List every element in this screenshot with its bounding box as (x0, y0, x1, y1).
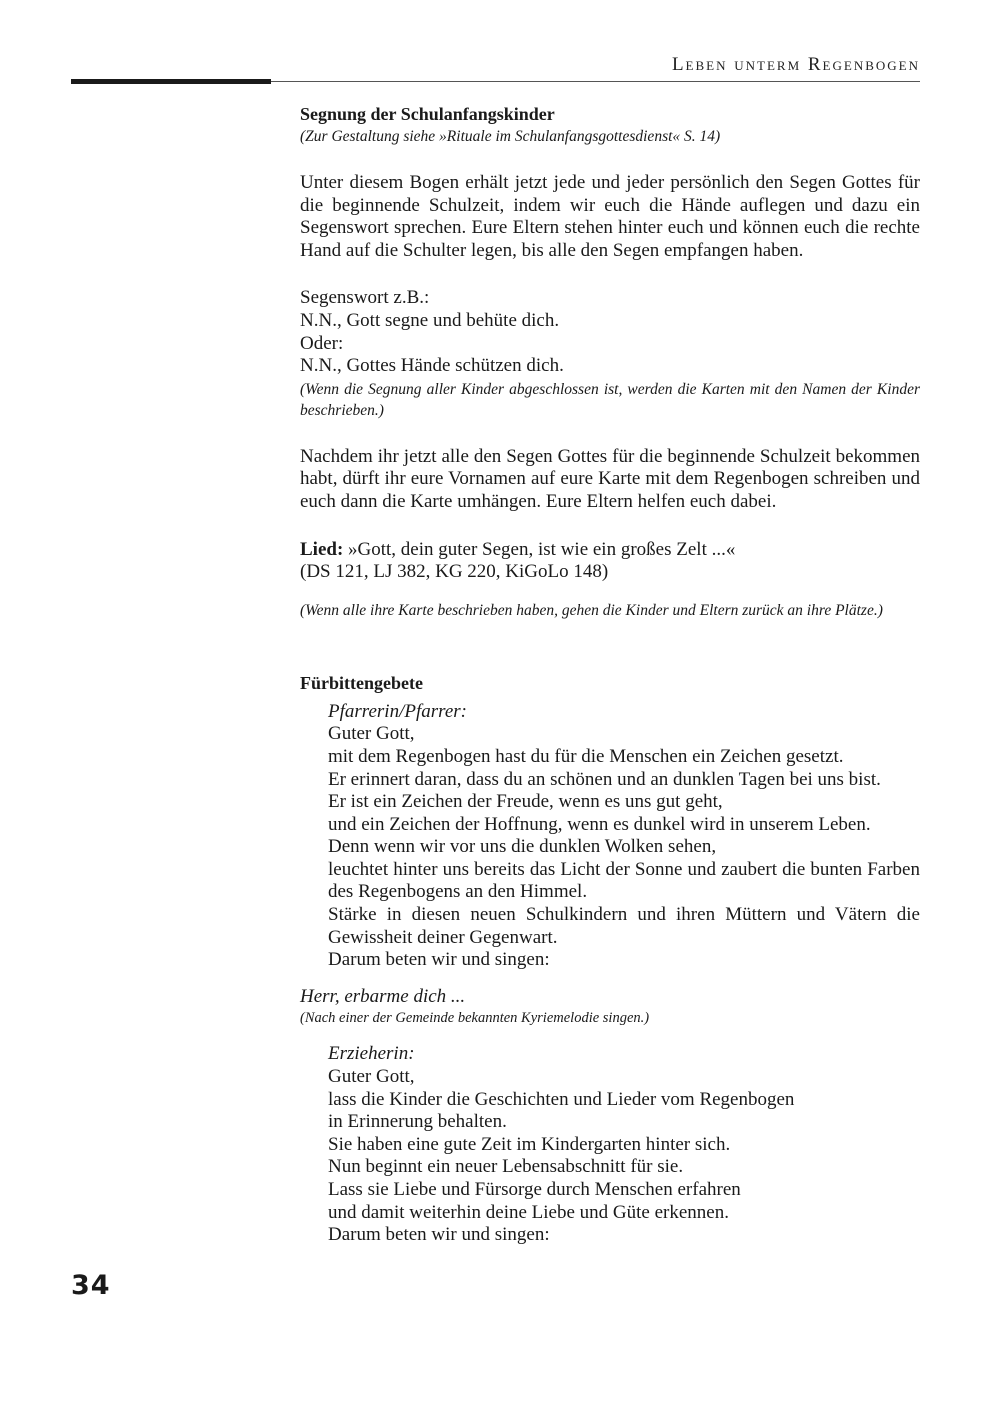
song-line (300, 539, 920, 562)
prayer-line: Er erinnert daran, dass du an schönen und an dunklen Tagen bei uns bist. (328, 768, 881, 790)
blessing-line: Oder: (300, 332, 344, 354)
prayer-line: Guter Gott, (328, 723, 415, 745)
prayer-block (300, 1043, 920, 1246)
speaker-label: Erzieherin: (328, 1043, 415, 1065)
prayer-line: Nun beginnt ein neuer Lebensabschnitt für sie. (328, 1156, 684, 1178)
blessing-line: N.N., Gott segne und behüte dich. (300, 309, 560, 331)
prayer-line: und ein Zeichen der Hoffnung, wenn es dunkel wird in unserem Leben. (328, 813, 871, 835)
page-number: 34 (71, 1270, 111, 1301)
song-references: (DS 121, LJ 382, KG 220, KiGoLo 148) (300, 561, 609, 583)
prayer-line: lass die Kinder die Geschichten und Lieder vom Regenbogen (328, 1088, 795, 1110)
response: Herr, erbarme dich ... (300, 985, 466, 1007)
stage-direction: (Zur Gestaltung siehe »Rituale im Schulanfangsgottesdienst« S. 14) (300, 128, 721, 145)
prayer-line: Sie haben eine gute Zeit im Kindergarten hinter sich. (328, 1133, 731, 1155)
blessing-paragraph: Unter diesem Bogen erhält jetzt jede und jeder persönlich den Segen Gottes für die beginnende Schulzeit, indem wir euch die Hände auflegen und dazu ein Segenswort sprechen. Eure Eltern stehen hinter euch und können euch die rechte Hand auf die Schulter legen, bis alle den Segen empfangen haben. (300, 172, 920, 261)
prayer-line: Er ist ein Zeichen der Freude, wenn es uns gut geht, (328, 791, 723, 813)
speaker-label: Pfarrerin/Pfarrer: (328, 700, 467, 722)
section-heading-intercessions: Fürbittengebete (300, 672, 423, 693)
prayer-line: und damit weiterhin deine Liebe und Güte erkennen. (328, 1201, 729, 1223)
prayer-line: Darum beten wir und singen: (328, 1224, 550, 1246)
blessing-line: N.N., Gottes Hände schützen dich. (300, 355, 564, 377)
header-rule-thin (271, 81, 920, 82)
song-title: »Gott, dein guter Segen, ist wie ein großes Zelt ...« (343, 538, 736, 560)
card-paragraph: Nachdem ihr jetzt alle den Segen Gottes für die beginnende Schulzeit bekommen habt, dürft ihr eure Vornamen auf eure Karte mit dem Regenbogen schreiben und euch dann die Karte umhängen. Eure Eltern helfen euch dabei. (300, 445, 920, 512)
prayer-line: Stärke in diesen neuen Schulkindern und ihren Müttern und Vätern die Gewissheit deiner Gegenwart. (328, 904, 920, 948)
main-content (300, 100, 920, 1247)
stage-direction: (Wenn die Segnung aller Kinder abgeschlossen ist, werden die Karten mit den Namen der Kinder beschrieben.) (300, 380, 920, 419)
prayer-line: Darum beten wir und singen: (328, 949, 550, 971)
prayer-line: mit dem Regenbogen hast du für die Menschen ein Zeichen gesetzt. (328, 745, 844, 767)
prayer-line: Lass sie Liebe und Fürsorge durch Menschen erfahren (328, 1179, 741, 1200)
header-rule-thick (71, 79, 271, 84)
stage-direction: (Wenn alle ihre Karte beschrieben haben, gehen die Kinder und Eltern zurück an ihre Plätze.) (300, 601, 883, 619)
prayer-line: Denn wenn wir vor uns die dunklen Wolken sehen, (328, 836, 717, 858)
prayer-line: in Erinnerung behalten. (328, 1111, 507, 1133)
response-note: (Nach einer der Gemeinde bekannten Kyriemelodie singen.) (300, 1010, 650, 1027)
running-head: Leben unterm Regenbogen (671, 54, 920, 75)
blessing-line: Segenswort z.B.: (300, 287, 430, 309)
song-label: Lied: (300, 538, 344, 560)
blessing-words (300, 287, 920, 377)
prayer-line: leuchtet hinter uns bereits das Licht der Sonne und zaubert die bunten Farben des Regenbogens an den Himmel. (328, 858, 920, 903)
prayer-block (300, 701, 920, 972)
prayer-line: Guter Gott, (328, 1066, 415, 1088)
section-heading-blessing: Segnung der Schulanfangskinder (300, 104, 555, 124)
